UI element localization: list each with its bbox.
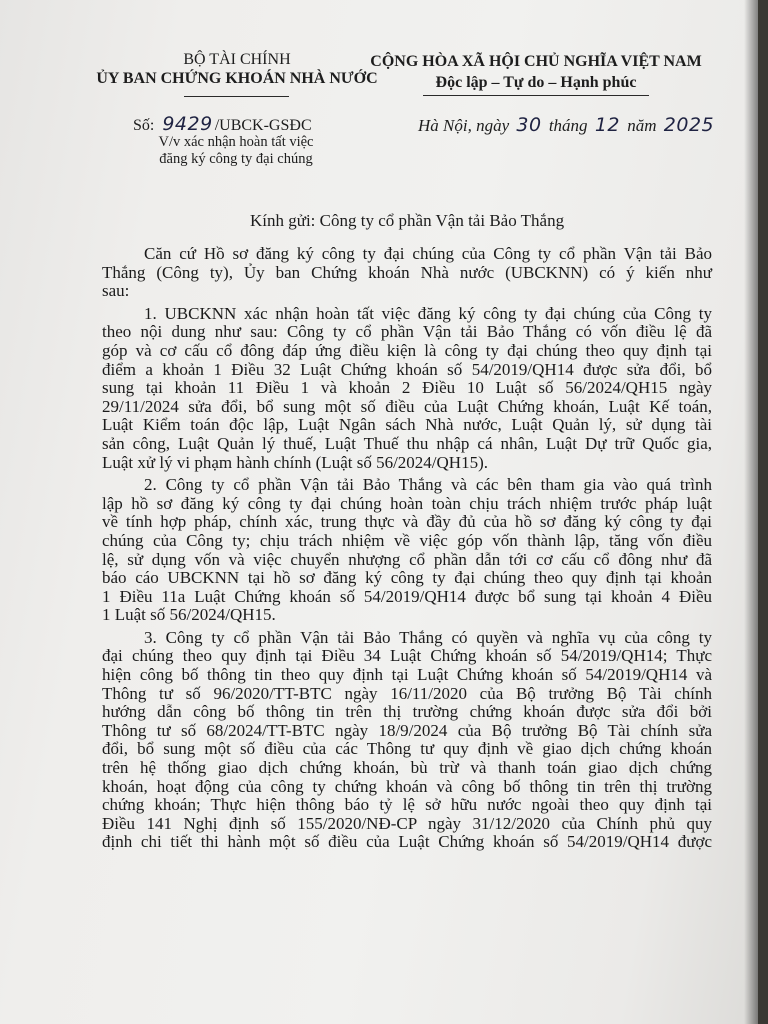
handwritten-day: 30 xyxy=(516,114,542,136)
reference-number xyxy=(133,113,312,135)
body-line: 1 Luật số 56/2024/QH15. xyxy=(102,605,276,625)
body-line: 3. Công ty cổ phần Vận tải Bảo Thắng có quyền và nghĩa vụ của công ty xyxy=(144,627,712,647)
body-line: Điều 141 Nghị định số 155/2020/NĐ-CP ngày 31/12/2020 của Chính phủ quy xyxy=(102,813,712,833)
letter-body xyxy=(102,245,712,856)
handwritten-number: 9429 xyxy=(162,113,213,135)
body-line: lệ, sử dụng vốn và việc chuyển nhượng cổ phần dẫn tới cơ cấu cổ đông như đã xyxy=(102,549,712,569)
body-line: điểm a khoản 1 Điều 32 Luật Chứng khoán số 54/2019/QH14 được sửa đổi, bổ xyxy=(102,359,712,379)
body-line: đổi, bổ sung một số điều của các Thông tư quy định về giao dịch chứng khoán xyxy=(102,739,712,759)
body-line: đại chúng theo quy định tại Điều 34 Luật Chứng khoán số 54/2019/QH14; Thực xyxy=(102,646,712,666)
body-line: Luật xử lý vi phạm hành chính (Luật số 56/2024/QH15). xyxy=(102,452,488,472)
handwritten-year: 2025 xyxy=(663,114,715,136)
body-line: chúng của Công ty; chịu trách nhiệm về việc góp vốn thành lập, tăng vốn điều xyxy=(102,530,712,550)
body-line: lập hồ sơ đăng ký công ty đại chúng hoàn toàn chịu trách nhiệm trước pháp luật xyxy=(102,493,712,513)
body-line: định chi tiết thi hành một số điều của Luật Chứng khoán số 54/2019/QH14 được xyxy=(102,832,712,852)
body-line: chứng khoán; Thực hiện thông báo tỷ lệ sở hữu nước ngoài theo quy định tại xyxy=(102,795,712,815)
reference-code: /UBCK-GSĐC xyxy=(214,117,312,134)
date-month-label: tháng xyxy=(548,116,588,135)
body-line: góp và cơ cấu cổ đông đáp ứng điều kiện là công ty đại chúng theo quy định tại xyxy=(102,340,712,360)
body-line: Thông tư số 68/2024/TT-BTC ngày 18/9/2024 của Bộ trưởng Bộ Tài chính sửa xyxy=(102,720,712,740)
body-line: 1. UBCKNN xác nhận hoàn tất việc đăng ký công ty đại chúng của Công ty xyxy=(144,303,712,323)
body-line: Căn cứ Hồ sơ đăng ký công ty đại chúng của Công ty cổ phần Vận tải Bảo xyxy=(144,244,712,263)
paragraph-2 xyxy=(102,476,712,625)
paragraph-intro xyxy=(102,245,712,301)
national-title-block xyxy=(368,51,704,93)
subject-block xyxy=(120,134,352,168)
body-line: sản công, Luật Quản lý thuế, Luật Thuế thu nhập cá nhân, Luật Dự trữ Quốc gia, xyxy=(102,433,712,453)
body-line: theo nội dung như sau: Công ty cổ phần Vận tải Bảo Thắng có vốn điều lệ đã xyxy=(102,322,712,342)
motto-underline xyxy=(423,95,649,96)
ministry-name: BỘ TÀI CHÍNH xyxy=(183,51,291,68)
body-line: về tính hợp pháp, chính xác, trung thực và đầy đủ của hồ sơ đăng ký công ty đại xyxy=(102,512,712,532)
date-year-label: năm xyxy=(627,116,657,135)
body-line: khoán, hoạt động của công ty chứng khoán và công bố thông tin trên thị trường xyxy=(102,776,712,796)
issuer-underline xyxy=(184,96,289,97)
handwritten-month: 12 xyxy=(594,114,620,136)
paragraph-1 xyxy=(102,305,712,472)
committee-name: ỦY BAN CHỨNG KHOÁN NHÀ NƯỚC xyxy=(96,70,378,87)
body-line: 1 Điều 11a Luật Chứng khoán số 54/2019/QH14 được bổ sung tại khoản 4 Điều xyxy=(102,586,712,606)
page-edge-shadow xyxy=(744,0,758,1024)
body-line: Thắng (Công ty), Ủy ban Chứng khoán Nhà nước (UBCKNN) có ý kiến như xyxy=(102,262,712,282)
issue-date xyxy=(418,114,714,136)
body-line: trên hệ thống giao dịch chứng khoán, bù trừ và thanh toán giao dịch chứng xyxy=(102,758,712,778)
recipient-line: Kính gửi: Công ty cổ phần Vận tải Bảo Thắng xyxy=(250,211,565,230)
body-line: 29/11/2024 sửa đổi, bổ sung một số điều của Luật Chứng khoán, Luật Kế toán, xyxy=(102,396,712,416)
national-motto: Độc lập – Tự do – Hạnh phúc xyxy=(435,74,637,91)
body-line: sung tại khoản 11 Điều 1 và khoản 2 Điều 10 Luật số 56/2024/QH15 ngày xyxy=(102,378,712,398)
body-line: Thông tư số 96/2020/TT-BTC ngày 16/11/2020 của Bộ trưởng Bộ Tài chính xyxy=(102,683,712,703)
subject-line-1: V/v xác nhận hoàn tất việc xyxy=(158,134,314,150)
body-line: hiện công bố thông tin theo quy định tại Luật Chứng khoán số 54/2019/QH14 và xyxy=(102,665,712,685)
reference-prefix: Số: xyxy=(133,117,155,134)
paragraph-3 xyxy=(102,629,712,852)
body-line: báo cáo UBCKNN tại hồ sơ đăng ký công ty đại chúng theo quy định tại khoản xyxy=(102,568,712,588)
body-line: 2. Công ty cổ phần Vận tải Bảo Thắng và các bên tham gia vào quá trình xyxy=(144,475,712,495)
body-line: Luật Kiểm toán độc lập, Luật Ngân sách Nhà nước, Luật Quản lý, sử dụng tài xyxy=(102,415,712,435)
subject-line-2: đăng ký công ty đại chúng xyxy=(159,151,313,167)
body-line: sau: xyxy=(102,281,130,301)
date-place: Hà Nội, ngày xyxy=(418,116,510,135)
country-name: CỘNG HÒA XÃ HỘI CHỦ NGHĨA VIỆT NAM xyxy=(370,53,702,70)
body-line: hướng dẫn công bố thông tin trên thị trường chứng khoán được sửa đổi bởi xyxy=(102,702,712,722)
issuer-block xyxy=(72,50,402,88)
